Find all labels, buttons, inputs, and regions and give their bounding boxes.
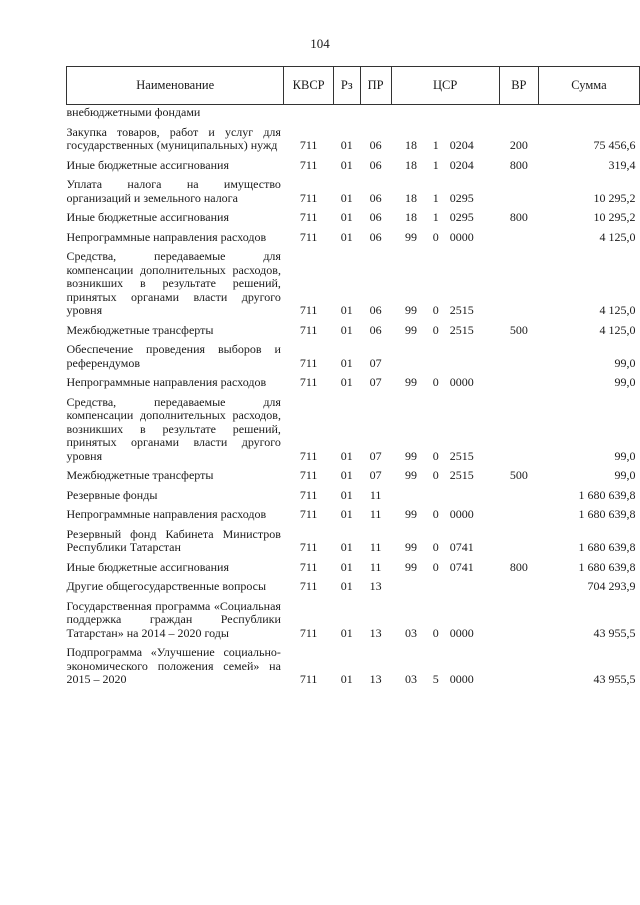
- row-kvsr: 711: [299, 579, 318, 593]
- row-csr-direction: 0295: [449, 210, 474, 224]
- row-pr: 06: [369, 229, 382, 244]
- row-kvsr: 711: [299, 229, 318, 244]
- row-kvsr: 711: [299, 303, 318, 317]
- row-csr-program: 18: [404, 138, 417, 152]
- row-vr: 800: [509, 210, 528, 224]
- table-row: [67, 120, 640, 153]
- row-csr-program: 18: [404, 190, 417, 205]
- row-pr: 07: [369, 448, 382, 463]
- table-row: [67, 337, 640, 370]
- row-rz: 01: [340, 322, 353, 337]
- row-sum: 99,0: [614, 355, 636, 370]
- row-csr-subprogram: 1: [432, 138, 439, 152]
- row-name: Средства, передаваемые для компенсации дополнительных расходов, возникших в результате решений, принятых органами власти другого уровня: [66, 249, 281, 317]
- row-csr: [391, 574, 499, 594]
- row-pr: 11: [369, 559, 382, 574]
- row-name: Подпрограмма «Улучшение социально-экономического положения семей» на 2015 – 2020: [66, 645, 281, 686]
- row-vr: 500: [509, 322, 528, 337]
- row-pr: 07: [369, 468, 382, 482]
- row-name: Иные бюджетные ассигнования: [66, 157, 229, 172]
- row-csr-program: 99: [404, 375, 417, 389]
- row-kvsr: 711: [299, 487, 318, 502]
- row-sum: [538, 105, 639, 120]
- row-sum: 1 680 639,8: [578, 559, 636, 574]
- row-csr-program: 99: [404, 468, 417, 482]
- row-csr-direction: 2515: [449, 448, 474, 463]
- row-name: Резервные фонды: [66, 487, 158, 502]
- row-rz: 01: [340, 355, 353, 370]
- row-csr-subprogram: 0: [432, 540, 439, 554]
- row-pr: 13: [369, 625, 382, 640]
- table-row: [67, 502, 640, 522]
- page-number: 104: [310, 36, 330, 51]
- row-sum: 4 125,0: [599, 303, 636, 317]
- row-csr-program: 99: [404, 559, 417, 574]
- table-row: [67, 370, 640, 390]
- row-vr: 800: [509, 157, 528, 172]
- row-vr: 500: [509, 468, 528, 482]
- row-vr: [499, 522, 538, 555]
- row-name: Иные бюджетные ассигнования: [66, 559, 229, 574]
- row-kvsr: 711: [299, 540, 318, 554]
- header-rz: Рз: [333, 67, 360, 105]
- row-name: Другие общегосударственные вопросы: [66, 579, 267, 593]
- row-kvsr: 711: [299, 355, 318, 370]
- row-csr: [391, 205, 499, 225]
- header-vr: ВР: [499, 67, 538, 105]
- row-name: Непрограммные направления расходов: [66, 229, 267, 244]
- row-name: внебюджетными фондами: [66, 105, 201, 119]
- row-csr-subprogram: 0: [432, 448, 439, 463]
- row-csr: [391, 390, 499, 464]
- row-csr-direction: 2515: [449, 468, 474, 482]
- row-vr: [499, 594, 538, 641]
- row-name: Межбюджетные трансферты: [66, 322, 214, 337]
- row-name: Непрограммные направления расходов: [66, 507, 267, 521]
- table-row: [67, 225, 640, 245]
- row-sum: 1 680 639,8: [578, 487, 636, 502]
- row-rz: 01: [340, 625, 353, 640]
- table-row: [67, 244, 640, 318]
- row-kvsr: 711: [299, 625, 318, 640]
- row-vr: [499, 244, 538, 318]
- row-name: Межбюджетные трансферты: [66, 468, 214, 482]
- row-kvsr: 711: [299, 322, 318, 337]
- row-rz: 01: [340, 229, 353, 244]
- table-row: [67, 483, 640, 503]
- row-csr-program: 99: [404, 507, 417, 521]
- row-vr: [499, 225, 538, 245]
- row-csr-direction: 0000: [449, 507, 474, 521]
- row-vr: 200: [509, 138, 528, 152]
- header-kvsr: КВСР: [284, 67, 333, 105]
- row-name: Средства, передаваемые для компенсации дополнительных расходов, возникших в результате решений, принятых органами власти другого уровня: [66, 394, 281, 463]
- row-csr-subprogram: 1: [432, 190, 439, 205]
- row-pr: 13: [369, 672, 382, 686]
- row-csr-direction: 0295: [449, 190, 474, 205]
- table-row: [67, 640, 640, 687]
- row-csr-subprogram: 1: [432, 157, 439, 172]
- row-kvsr: 711: [299, 138, 318, 152]
- table-row: [67, 522, 640, 555]
- row-csr-program: 03: [404, 672, 417, 686]
- row-rz: 01: [340, 138, 353, 152]
- table-body: [67, 105, 640, 687]
- row-pr: 07: [369, 375, 382, 389]
- row-vr: [499, 574, 538, 594]
- row-csr: [391, 370, 499, 390]
- row-rz: 01: [340, 303, 353, 317]
- row-csr-program: 03: [404, 625, 417, 640]
- row-csr-subprogram: 0: [432, 303, 439, 317]
- row-name: Обеспечение проведения выборов и референдумов: [66, 342, 281, 370]
- header-sum: Сумма: [538, 67, 639, 105]
- row-pr: 06: [369, 157, 382, 172]
- row-csr: [391, 463, 499, 483]
- row-csr: [391, 522, 499, 555]
- row-sum: 99,0: [614, 448, 636, 463]
- row-csr: [391, 244, 499, 318]
- row-csr-subprogram: 0: [432, 322, 439, 337]
- row-vr: [499, 337, 538, 370]
- row-pr: 06: [369, 322, 382, 337]
- table-row: [67, 153, 640, 173]
- row-csr: [391, 105, 499, 120]
- row-csr: [391, 153, 499, 173]
- row-kvsr: 711: [299, 375, 318, 389]
- table-row: [67, 105, 640, 120]
- row-rz: 01: [340, 375, 353, 389]
- row-sum: 99,0: [614, 468, 636, 482]
- row-sum: 4 125,0: [599, 229, 636, 244]
- row-csr: [391, 640, 499, 687]
- row-kvsr: 711: [299, 157, 318, 172]
- row-csr-direction: 0204: [449, 138, 474, 152]
- row-csr-direction: 0000: [449, 375, 474, 389]
- row-csr-subprogram: 0: [432, 375, 439, 389]
- row-kvsr: [284, 105, 333, 120]
- row-csr-subprogram: 1: [432, 210, 439, 224]
- row-sum: 99,0: [614, 375, 636, 389]
- table-row: [67, 574, 640, 594]
- row-csr: [391, 502, 499, 522]
- row-sum: 43 955,5: [593, 672, 636, 686]
- row-pr: 06: [369, 303, 382, 317]
- row-csr-subprogram: 0: [432, 625, 439, 640]
- row-rz: 01: [340, 672, 353, 686]
- row-sum: 1 680 639,8: [578, 540, 636, 554]
- row-pr: 11: [369, 507, 382, 521]
- row-pr: 11: [369, 540, 382, 554]
- header-pr: ПР: [360, 67, 391, 105]
- table-row: [67, 205, 640, 225]
- row-rz: 01: [340, 559, 353, 574]
- row-sum: 4 125,0: [599, 322, 636, 337]
- row-csr-subprogram: 0: [432, 559, 439, 574]
- row-sum: 10 295,2: [593, 210, 636, 224]
- row-name: Уплата налога на имущество организаций и земельного налога: [66, 177, 281, 205]
- row-rz: 01: [340, 487, 353, 502]
- row-csr: [391, 483, 499, 503]
- row-kvsr: 711: [299, 448, 318, 463]
- row-rz: 01: [340, 190, 353, 205]
- row-vr: [499, 483, 538, 503]
- row-csr-program: 99: [404, 322, 417, 337]
- row-vr: [499, 172, 538, 205]
- row-csr-subprogram: 0: [432, 507, 439, 521]
- row-name: Государственная программа «Социальная поддержка граждан Республики Татарстан» на 2014 – 2020 годы: [66, 598, 281, 640]
- table-row: [67, 555, 640, 575]
- row-pr: 06: [369, 138, 382, 152]
- row-rz: 01: [340, 468, 353, 482]
- row-kvsr: 711: [299, 190, 318, 205]
- row-kvsr: 711: [299, 507, 318, 521]
- header-name: Наименование: [67, 67, 284, 105]
- row-csr-direction: 0204: [449, 157, 474, 172]
- row-csr-direction: 0741: [449, 559, 474, 574]
- row-pr: 13: [369, 579, 382, 593]
- table-row: [67, 463, 640, 483]
- row-vr: [499, 390, 538, 464]
- row-kvsr: 711: [299, 672, 318, 686]
- row-csr: [391, 555, 499, 575]
- row-csr-program: 99: [404, 448, 417, 463]
- row-csr-subprogram: 0: [432, 468, 439, 482]
- row-rz: 01: [340, 507, 353, 521]
- row-csr-program: 99: [404, 303, 417, 317]
- row-csr-direction: 2515: [449, 322, 474, 337]
- row-rz: 01: [340, 579, 353, 593]
- row-csr-program: 99: [404, 540, 417, 554]
- budget-table: [66, 66, 640, 687]
- row-rz: 01: [340, 157, 353, 172]
- row-csr: [391, 172, 499, 205]
- row-csr-program: 18: [404, 157, 417, 172]
- row-name: Закупка товаров, работ и услуг для государственных (муниципальных) нужд: [66, 124, 281, 152]
- row-name: Резервный фонд Кабинета Министров Республики Татарстан: [66, 526, 281, 554]
- row-name: Непрограммные направления расходов: [66, 375, 267, 389]
- row-csr-subprogram: 0: [432, 229, 439, 244]
- row-sum: 1 680 639,8: [578, 507, 636, 521]
- row-pr: 07: [369, 355, 382, 370]
- row-sum: 319,4: [608, 157, 636, 172]
- row-rz: [333, 105, 360, 120]
- row-csr-direction: 0741: [449, 540, 474, 554]
- row-vr: 800: [509, 559, 528, 574]
- row-csr-direction: 2515: [449, 303, 474, 317]
- row-vr: [499, 370, 538, 390]
- row-csr-direction: 0000: [449, 625, 474, 640]
- table-row: [67, 172, 640, 205]
- row-sum: 704 293,9: [587, 579, 636, 593]
- row-pr: 06: [369, 190, 382, 205]
- row-rz: 01: [340, 448, 353, 463]
- table-row: [67, 318, 640, 338]
- row-rz: 01: [340, 540, 353, 554]
- row-rz: 01: [340, 210, 353, 224]
- row-csr: [391, 318, 499, 338]
- row-sum: 43 955,5: [593, 625, 636, 640]
- table-row: [67, 594, 640, 641]
- row-csr: [391, 337, 499, 370]
- table-header: [67, 67, 640, 105]
- row-sum: 10 295,2: [593, 190, 636, 205]
- row-kvsr: 711: [299, 468, 318, 482]
- row-kvsr: 711: [299, 210, 318, 224]
- row-pr: 06: [369, 210, 382, 224]
- row-csr: [391, 120, 499, 153]
- row-pr: [360, 105, 391, 120]
- row-vr: [499, 640, 538, 687]
- row-csr-program: 18: [404, 210, 417, 224]
- row-csr: [391, 594, 499, 641]
- row-csr-program: 99: [404, 229, 417, 244]
- row-vr: [499, 502, 538, 522]
- row-pr: 11: [369, 487, 382, 502]
- row-csr-direction: 0000: [449, 672, 474, 686]
- row-vr: [499, 105, 538, 120]
- table-row: [67, 390, 640, 464]
- row-csr-direction: 0000: [449, 229, 474, 244]
- row-sum: 75 456,6: [593, 138, 636, 152]
- header-csr: ЦСР: [391, 67, 499, 105]
- row-csr: [391, 225, 499, 245]
- row-csr-subprogram: 5: [432, 672, 439, 686]
- row-kvsr: 711: [299, 559, 318, 574]
- row-name: Иные бюджетные ассигнования: [66, 210, 229, 224]
